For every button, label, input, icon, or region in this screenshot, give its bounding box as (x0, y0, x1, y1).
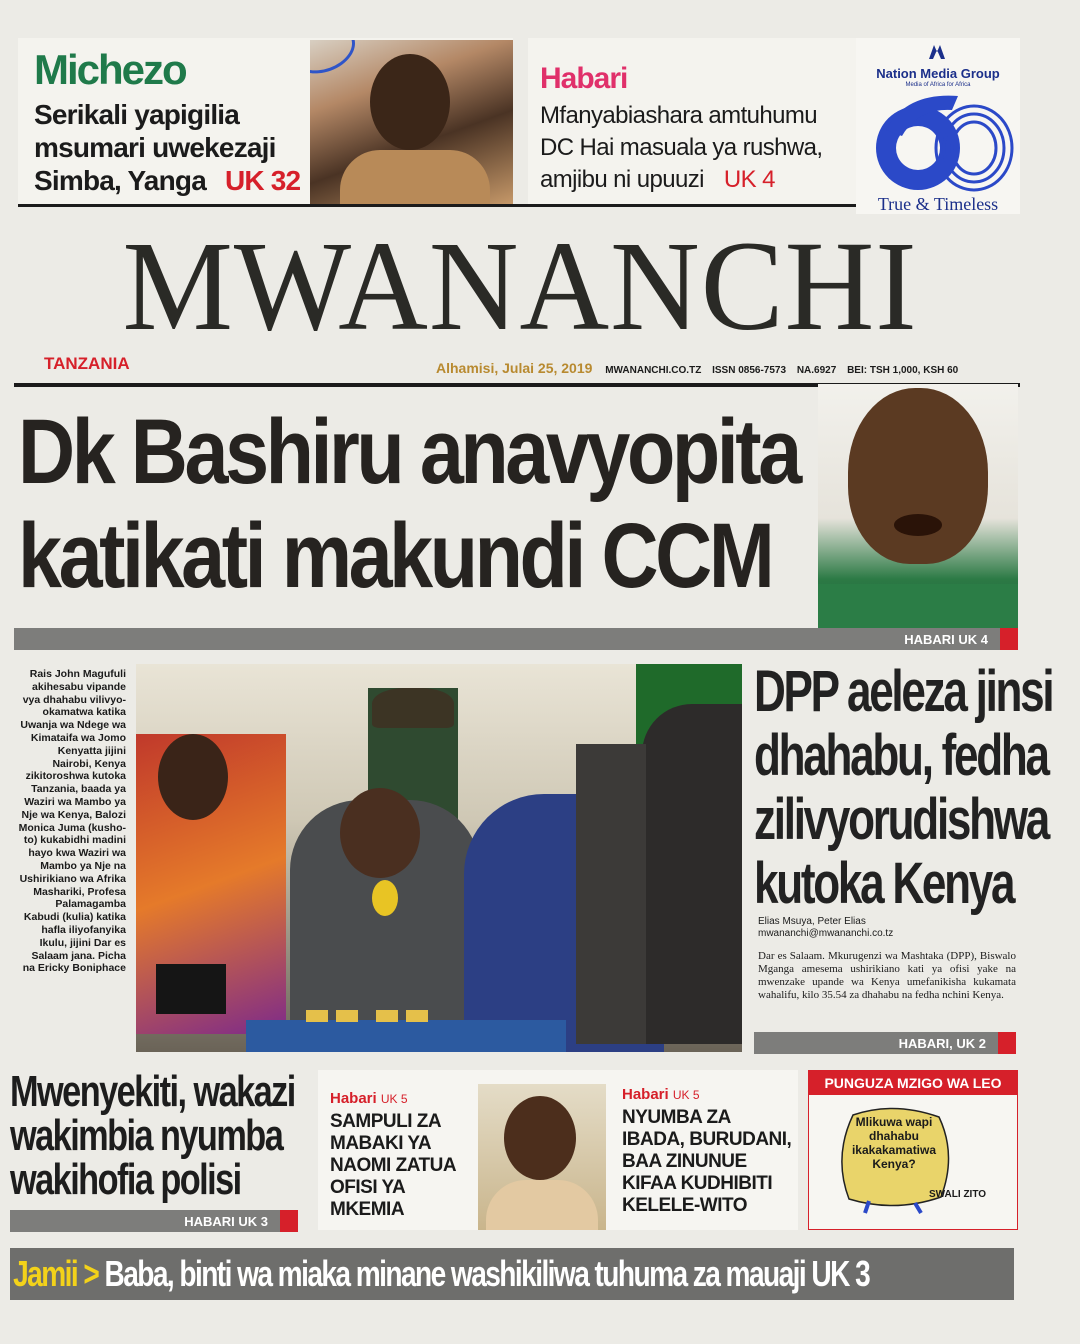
bottom-left-ref-tab[interactable]: HABARI UK 3 (10, 1210, 298, 1232)
top-story-sport[interactable] (18, 38, 513, 206)
masthead-edition: TANZANIA (44, 354, 130, 373)
top-story-headline: Mfanyabiashara amtuhumu DC Hai masuala ya rushwa, amjibu ni upuuzi UK 4 (540, 102, 823, 193)
photo-teaser-woman (478, 1084, 606, 1230)
nmg-logo (856, 38, 1020, 214)
masthead-price: BEI: TSH 1,000, KSH 60 (847, 365, 959, 376)
second-email[interactable]: mwananchi@mwananchi.co.tz (758, 928, 894, 939)
nmg-mark-icon (928, 44, 946, 60)
footer-arrow: > (83, 1253, 99, 1294)
nmg-name: Nation Media Group (876, 66, 1000, 81)
masthead-title: MWANANCHI (122, 215, 918, 357)
footer-ref: UK 3 (811, 1253, 870, 1294)
footer-headline: Baba, binti wa miaka minane washikiliwa tuhuma za mauaji (104, 1253, 806, 1294)
nmg-anniversary (866, 90, 1016, 194)
nmg-anniversary-number (866, 90, 867, 91)
teaser-samples[interactable]: Habari UK 5 SAMPULI ZA MABAKI YA NAOMI ZATUA OFISI YA MKEMIA (330, 1090, 457, 1220)
photo-gold-handover (136, 664, 742, 1052)
lead-ref-tab[interactable]: HABARI UK 4 (14, 628, 1018, 650)
top-story-kicker: Habari (540, 62, 628, 95)
cartoon-sack-text: Mlikuwa wapi dhahabu ikakakamatiwa Kenya? (851, 1115, 937, 1171)
photo-portrait-sport (310, 40, 513, 206)
second-ref-tab[interactable]: HABARI, UK 2 (754, 1032, 1016, 1054)
photo-bashiru (818, 384, 1018, 628)
masthead-info (436, 360, 996, 376)
top-story-news[interactable] (528, 38, 858, 206)
masthead-website[interactable]: MWANANCHI.CO.TZ (605, 365, 702, 376)
teaser-worship[interactable]: Habari UK 5 NYUMBA ZA IBADA, BURUDANI, BAA ZINUNUE KIFAA KUDHIBITI KELELE-WITO (622, 1086, 792, 1216)
page-ref: UK 4 (723, 166, 775, 193)
top-story-kicker: Michezo (34, 46, 186, 93)
footer-section: Jamii (13, 1253, 78, 1294)
bottom-left-headline[interactable]: Mwenyekiti, wakazi wakimbia nyumba wakihofia polisi (10, 1067, 295, 1204)
second-headline[interactable]: DPP aeleza jinsi dhahabu, fedha zilivyorudishwa kutoka Kenya (754, 659, 1053, 916)
cartoon-box[interactable] (808, 1070, 1018, 1230)
teaser-strip (318, 1070, 798, 1230)
photo-caption: Rais John Magufuli akihesabu vipande vya dhahabu vilivyo-okamatwa katika Uwanja wa Ndege wa Kimataifa wa Jomo Kenyatta jijini Nairobi, Kenya zikitoroshwa kutoka Tanzania, baada ya Waziri wa Mambo ya Nje wa Kenya, Balozi Monica Juma (kusho-to) kukabidhi madini hayo kwa Waziri wa Mambo ya Nje na Ushirikiano wa Afrika Mashariki, Profesa Palamagamba Kabudi (kulia) katika hafla iliyofanyika Ikulu, jijini Dar es Salaam jana. Picha na Ericky Boniphace (18, 668, 126, 975)
footer-bar[interactable] (10, 1248, 1014, 1300)
lead-headline[interactable]: Dk Bashiru anavyopita katikati makundi CCM (18, 401, 799, 607)
masthead-issn: ISSN 0856-7573 (712, 365, 787, 376)
masthead-date: Alhamisi, Julai 25, 2019 (436, 360, 593, 376)
second-body: Dar es Salaam. Mkurugenzi wa Mashtaka (DPP), Biswalo Mganga amesema ushirikiano kati ya ofisi yake na mwenzake upande wa Kenya umefanikisha kukamata wahalifu, kilo 35.54 za dhahabu na fedha nchini Kenya. (758, 950, 1016, 1001)
top-strip (18, 38, 1020, 214)
second-byline: Elias Msuya, Peter Elias (758, 916, 866, 927)
masthead-issue: NA.6927 (796, 365, 837, 376)
top-strip-rule (18, 204, 856, 207)
cartoon-signature: SWALI ZITO (929, 1189, 987, 1200)
cartoon-header: PUNGUZA MZIGO WA LEO (809, 1071, 1017, 1095)
top-story-headline: Serikali yapigilia msumari uwekezaji Simba, Yanga UK 32 (34, 99, 301, 196)
page-ref: UK 32 (224, 165, 301, 196)
nmg-slogan: True & Timeless (877, 194, 999, 214)
nmg-tagline: Media of Africa for Africa (905, 82, 971, 88)
